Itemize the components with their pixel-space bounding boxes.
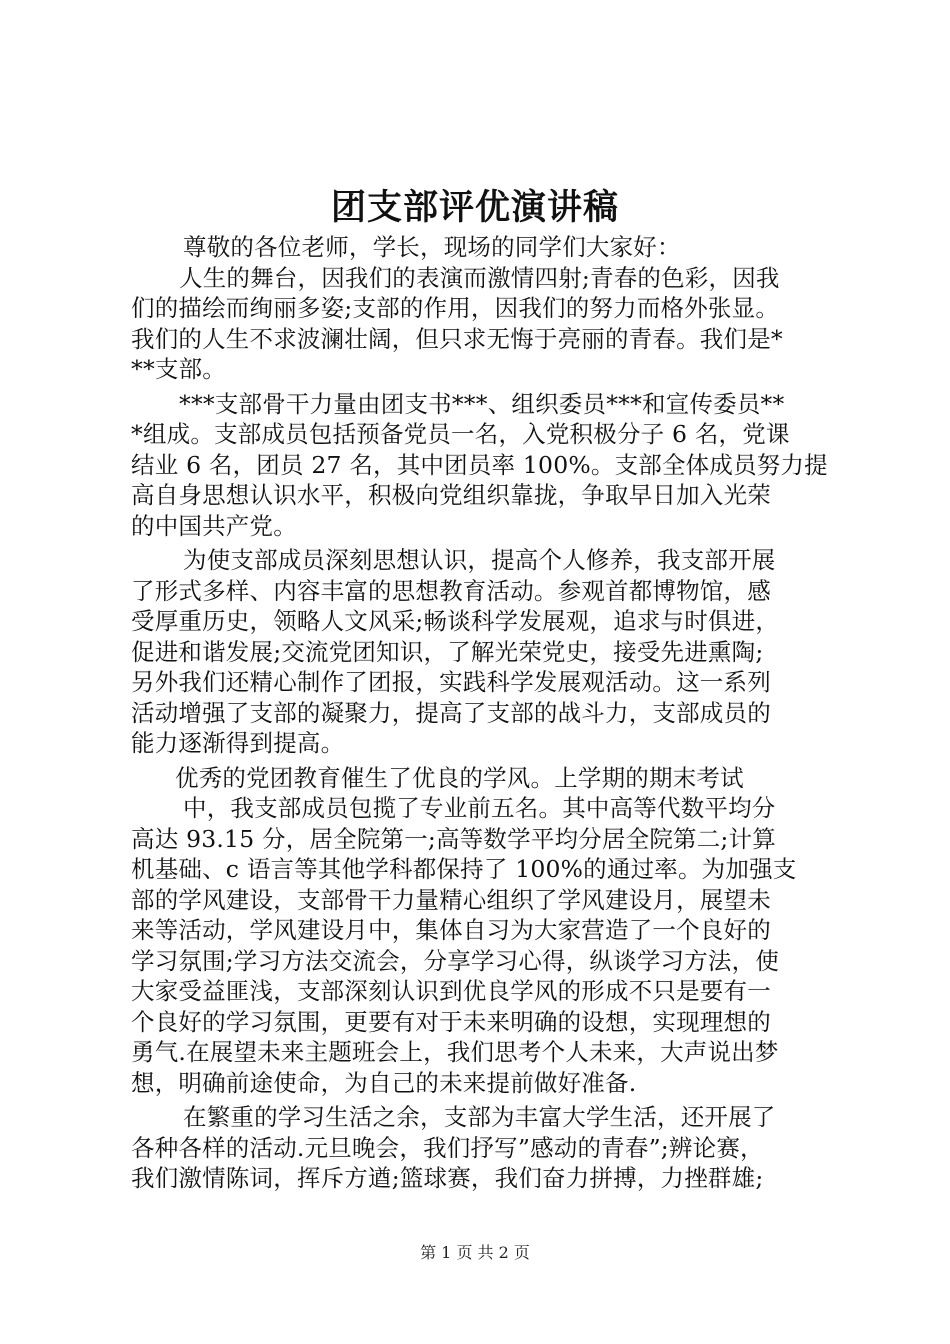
paragraph-line: ***支部骨干力量由团支书***、组织委员***和宣传委员**: [179, 389, 785, 418]
paragraph-line: 中，我支部成员包揽了专业前五名。其中高等代数平均分: [183, 794, 776, 822]
paragraph-line: 人生的舞台，因我们的表演而激情四射;青春的色彩，因我: [179, 263, 780, 292]
paragraph-line: **支部。: [131, 355, 226, 383]
paragraph-line: 为使支部成员深刻思想认识，提高个人修养，我支部开展: [183, 546, 776, 574]
page-number-footer: 第 1 页 共 2 页: [420, 1243, 530, 1262]
paragraph-line: 大家受益匪浅，支部深刻认识到优良学风的形成不只是要有一: [131, 977, 771, 1005]
paragraph-line: 受厚重历史，领略人文风采;畅谈科学发展观，追求与时俱进，: [131, 607, 780, 635]
document-body: [131, 232, 831, 1194]
paragraph-line: 来等活动，学风建设月中，集体自习为大家营造了一个良好的: [131, 916, 771, 944]
paragraph-line: 个良好的学习氛围，更要有对于未来明确的设想，实现理想的: [131, 1007, 771, 1036]
paragraph-line: 学习氛围;学习方法交流会，分享学习心得，纵谈学习方法，使: [131, 946, 780, 975]
paragraph-line: 勇气.在展望未来主题班会上，我们思考个人未来，大声说出梦: [131, 1038, 779, 1066]
paragraph-line: 另外我们还精心制作了团报，实践科学发展观活动。这一系列: [131, 668, 771, 696]
paragraph-line: 我们的人生不求波澜壮阔，但只求无悔于亮丽的青春。我们是*: [131, 324, 783, 353]
paragraph-line: 部的学风建设，支部骨干力量精心组织了学风建设月，展望未: [131, 885, 771, 914]
document-title: 团支部评优演讲稿: [330, 187, 619, 228]
paragraph-line: 各种各样的活动.元旦晚会，我们抒写”感动的青春”;辨论赛，: [131, 1133, 764, 1162]
paragraph-line: 高自身思想认识水平，积极向党组织靠拢，争取早日加入光荣: [131, 481, 771, 509]
paragraph-line: 优秀的党团教育催生了优良的学风。上学期的期末考试: [175, 763, 744, 792]
paragraph-line: 促进和谐发展;交流党团知识，了解光荣党史，接受先进熏陶;: [131, 637, 764, 666]
paragraph-line: 的中国共产党。: [131, 511, 297, 540]
paragraph-line: 活动增强了支部的凝聚力，提高了支部的战斗力，支部成员的: [131, 698, 771, 727]
paragraph-line: 结业 6 名，团员 27 名，其中团员率 100%。支部全体成员努力提: [131, 450, 828, 479]
paragraph-line: 了形式多样、内容丰富的思想教育活动。参观首都博物馆，感: [131, 576, 771, 605]
paragraph-line: 们的描绘而绚丽多姿;支部的作用，因我们的努力而格外张显。: [131, 294, 780, 322]
paragraph-line: 高达 93.15 分，居全院第一;高等数学平均分居全院第二;计算: [131, 824, 776, 853]
paragraph-line: *组成。支部成员包括预备党员一名，入党积极分子 6 名，党课: [131, 420, 790, 448]
paragraph-line: 能力逐渐得到提高。: [131, 729, 345, 757]
paragraph-line: 我们激情陈词，挥斥方遒;篮球赛，我们奋力拼搏，力挫群雄;: [131, 1164, 764, 1192]
paragraph-line: 在繁重的学习生活之余，支部为丰富大学生活，还开展了: [183, 1103, 776, 1131]
greeting-line: 尊敬的各位老师，学长，现场的同学们大家好：: [183, 233, 681, 261]
paragraph-line: 想，明确前途使命，为自己的未来提前做好准备.: [131, 1068, 637, 1097]
paragraph-line: 机基础、c 语言等其他学科都保持了 100%的通过率。为加强支: [131, 855, 797, 883]
